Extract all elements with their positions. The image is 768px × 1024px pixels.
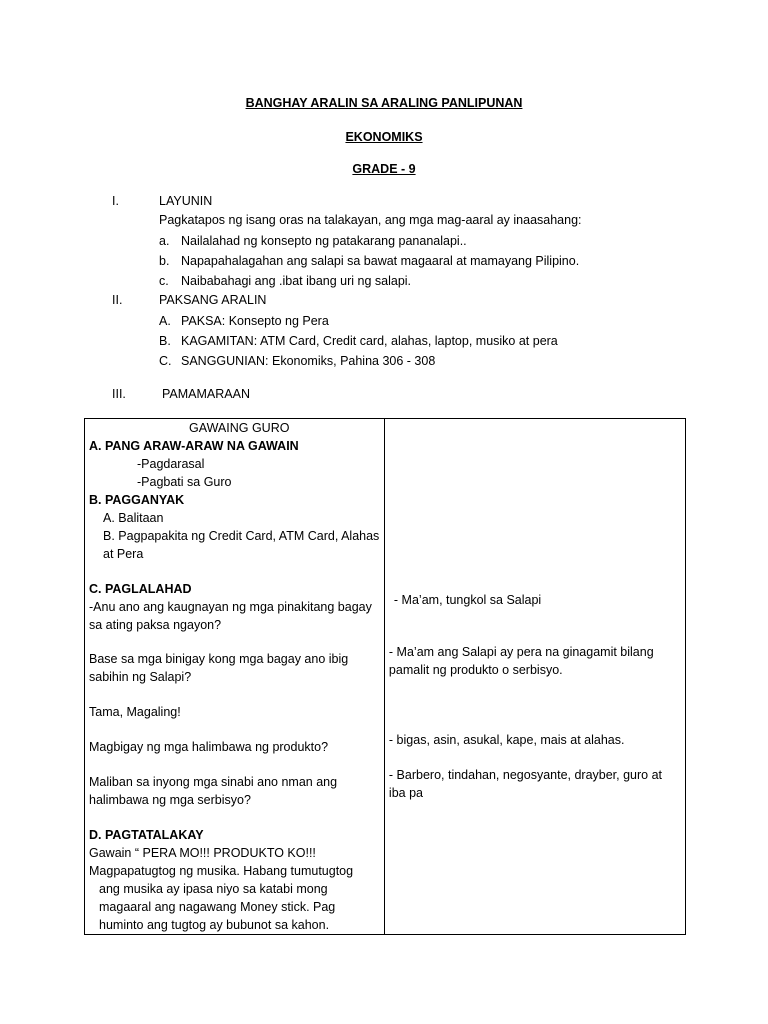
topic-text: PAKSA: Konsepto ng Pera bbox=[181, 314, 329, 328]
presentation-heading: C. PAGLALAHAD bbox=[89, 582, 192, 596]
daily-routine-heading: A. PANG ARAW-ARAW NA GAWAIN bbox=[89, 439, 299, 453]
prayer-item: -Pagdarasal bbox=[137, 457, 205, 471]
teacher-question-continued: halimbawa ng mga serbisyo? bbox=[89, 793, 251, 807]
section2-numeral: II. bbox=[112, 293, 123, 307]
document-title: BANGHAY ARALIN SA ARALING PANLIPUNAN bbox=[245, 96, 523, 110]
objective-text: Napapahalagahan ang salapi sa bawat magaaral at mamayang Pilipino. bbox=[181, 254, 580, 268]
section3-heading: PAMAMARAAN bbox=[162, 387, 250, 401]
teacher-activity-cell bbox=[85, 419, 385, 935]
motivation-item-continued: at Pera bbox=[103, 547, 144, 561]
objective-letter: c. bbox=[159, 274, 169, 288]
greeting-item: -Pagbati sa Guro bbox=[137, 475, 232, 489]
objective-text: Nailalahad ng konsepto ng patakarang pananalapi.. bbox=[181, 234, 467, 248]
section2-heading: PAKSANG ARALIN bbox=[159, 293, 267, 307]
teacher-question-continued: sabihin ng Salapi? bbox=[89, 670, 192, 684]
objective-letter: b. bbox=[159, 254, 170, 268]
discussion-heading: D. PAGTATALAKAY bbox=[89, 828, 204, 842]
objective-letter: a. bbox=[159, 234, 170, 248]
motivation-heading: B. PAGGANYAK bbox=[89, 493, 185, 507]
materials-letter: B. bbox=[159, 334, 171, 348]
student-activity-cell bbox=[384, 419, 685, 935]
teacher-column-header: GAWAING GURO bbox=[189, 421, 290, 435]
motivation-item: A. Balitaan bbox=[103, 511, 164, 525]
teacher-question: Magbigay ng mga halimbawa ng produkto? bbox=[89, 740, 329, 754]
grade-title: GRADE - 9 bbox=[352, 162, 416, 176]
section1-numeral: I. bbox=[112, 194, 119, 208]
discussion-line: Gawain “ PERA MO!!! PRODUKTO KO!!! bbox=[89, 846, 316, 860]
discussion-line: Magpapatugtog ng musika. Habang tumutugtog bbox=[89, 864, 354, 878]
student-answer: - Barbero, tindahan, negosyante, drayber, guro at bbox=[388, 768, 663, 782]
reference-letter: C. bbox=[159, 354, 172, 368]
section1-heading: LAYUNIN bbox=[159, 194, 213, 208]
topic-letter: A. bbox=[159, 314, 171, 328]
student-answer: - Ma’am ang Salapi ay pera na ginagamit bilang bbox=[388, 645, 654, 659]
teacher-praise: Tama, Magaling! bbox=[89, 705, 181, 719]
teacher-question: -Anu ano ang kaugnayan ng mga pinakitang bagay bbox=[89, 600, 372, 614]
lesson-procedure-table bbox=[84, 418, 686, 935]
student-answer: - Ma’am, tungkol sa Salapi bbox=[393, 593, 542, 607]
discussion-line: magaaral ang nagawang Money stick. Pag bbox=[99, 900, 336, 914]
objective-text: Naibabahagi ang .ibat ibang uri ng salapi. bbox=[181, 274, 412, 288]
teacher-question: Base sa mga binigay kong mga bagay ano ibig bbox=[89, 652, 349, 666]
section1-intro: Pagkatapos ng isang oras na talakayan, ang mga mag-aaral ay inaasahang: bbox=[159, 213, 582, 227]
reference-text: SANGGUNIAN: Ekonomiks, Pahina 306 - 308 bbox=[181, 354, 436, 368]
discussion-line: ang musika ay ipasa niyo sa katabi mong bbox=[99, 882, 328, 896]
discussion-line: huminto ang tugtog ay bubunot sa kahon. bbox=[99, 918, 330, 932]
materials-text: KAGAMITAN: ATM Card, Credit card, alahas, laptop, musiko at pera bbox=[181, 334, 558, 348]
student-answer-continued: pamalit ng produkto o serbisyo. bbox=[388, 663, 563, 677]
student-answer-continued: iba pa bbox=[388, 786, 423, 800]
motivation-item: B. Pagpapakita ng Credit Card, ATM Card, Alahas bbox=[103, 529, 380, 543]
subject-title: EKONOMIKS bbox=[345, 130, 423, 144]
teacher-question: Maliban sa inyong mga sinabi ano nman ang bbox=[89, 775, 338, 789]
teacher-question-continued: sa ating paksa ngayon? bbox=[89, 618, 222, 632]
section3-numeral: III. bbox=[112, 387, 126, 401]
student-answer: - bigas, asin, asukal, kape, mais at alahas. bbox=[388, 733, 625, 747]
